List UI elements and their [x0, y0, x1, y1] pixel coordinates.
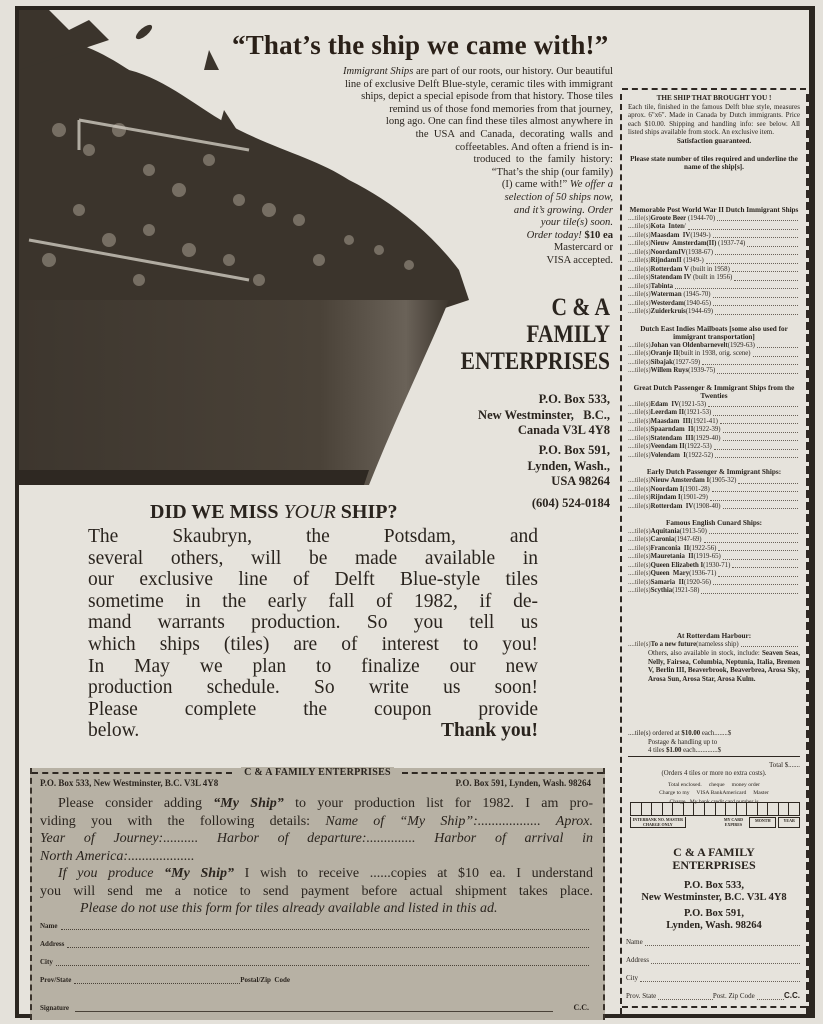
- intro-line: “That’s the ship (our family): [491, 166, 613, 178]
- canada-address: [380, 392, 610, 439]
- order-address-usa: [622, 908, 806, 932]
- intro-line: selection of 50 ships now,: [504, 191, 613, 203]
- body-line: The Skaubryn, the Potsdam, and: [88, 526, 538, 547]
- ship-item[interactable]: ....tile(s) Maasdam IV (1949-): [628, 232, 800, 241]
- ship-item[interactable]: ....tile(s) Edam IV (1921-53): [628, 401, 800, 410]
- body-line: Please complete the coupon provide: [88, 698, 538, 720]
- company-line-2: FAMILY: [526, 321, 610, 348]
- ship-item[interactable]: ....tile(s) Tabinta: [628, 283, 800, 292]
- company-line: ENTERPRISES: [672, 858, 756, 872]
- ship-item[interactable]: ....tile(s) Leerdam II (1921-53): [628, 409, 800, 418]
- cc-mark: C.C.: [573, 1003, 589, 1012]
- ship-item[interactable]: ....tile(s) Rotterdam IV (1908-40): [628, 503, 800, 512]
- ship-item[interactable]: ....tile(s) Nieuw Amsterdam(II) (1937-74): [628, 240, 800, 249]
- body-line: mand warrants production. So you tell us: [88, 612, 538, 634]
- ship-item[interactable]: ....tile(s) Samaria II (1920-56): [628, 579, 800, 588]
- intro-line: coffeetables. And often a friend is in-: [455, 141, 613, 153]
- ship-item[interactable]: ....tile(s) Queen Mary (1936-71): [628, 570, 800, 579]
- card-digit-box[interactable]: [757, 803, 768, 816]
- order-form: [620, 94, 810, 1014]
- order-address-field[interactable]: Address: [626, 952, 800, 964]
- intro-line: troduced to the family history:: [473, 154, 613, 166]
- body-line: our exclusive line of Delft Blue-style tiles: [88, 569, 538, 591]
- title-part: DID WE MISS: [150, 501, 284, 523]
- address-line: Lynden, Wash. 98264: [666, 920, 762, 931]
- ship-item[interactable]: ....tile(s) Maasdam III (1921-41): [628, 418, 800, 427]
- ship-item[interactable]: ....tile(s) Veendam II (1922-53): [628, 443, 800, 452]
- intro-line: the USA and Canada, decorating walls and: [415, 128, 613, 140]
- ship-item[interactable]: ....tile(s) Mauretania II (1919-65): [628, 553, 800, 562]
- coupon-address-field[interactable]: Address: [40, 936, 589, 948]
- card-digit-box[interactable]: [768, 803, 779, 816]
- ship-item[interactable]: ....tile(s) Caronia (1947-69): [628, 536, 800, 545]
- order-instructions: Please state number of tiles required and underline the name of the ship[s].: [630, 154, 798, 172]
- ship-item[interactable]: ....tile(s) NoordamIV (1938-67): [628, 249, 800, 258]
- address-line: P.O. Box 533,: [684, 880, 744, 891]
- postage-tiles: 4 tiles: [648, 747, 665, 754]
- order-city-field[interactable]: City: [626, 970, 800, 982]
- coupon-signature-field[interactable]: Signature C.C.: [40, 1003, 589, 1012]
- ordered-each: each........$: [701, 730, 732, 737]
- ship-item[interactable]: ....tile(s) To a new future (nameless ship): [628, 641, 800, 650]
- card-digit-box[interactable]: [641, 803, 652, 816]
- payment-options[interactable]: Charge to my VISA BankAmericard Master: [659, 790, 769, 796]
- company-line-1: C & A: [551, 294, 610, 321]
- others-list: Seaven Seas, Nelly, Fairsea, Columbia, Neptunia, Italia, Bremen V, Berlin III, Beaverbrook, Beaverbrea, Arosa Sky, Arosa Sun, Arosa Star, Arosa Kulm.: [648, 649, 800, 683]
- card-digit-box[interactable]: [652, 803, 663, 816]
- ship-item[interactable]: ....tile(s) Oranje II (built in 1938, orig. scene): [628, 350, 800, 359]
- total-field[interactable]: Total $.......: [769, 761, 800, 769]
- ship-item[interactable]: ....tile(s) Waterman (1945-70): [628, 291, 800, 300]
- order-name-field[interactable]: Name: [626, 934, 800, 946]
- totals: [628, 730, 800, 806]
- ship-item[interactable]: ....tile(s) Groote Beer (1944-70): [628, 215, 800, 224]
- ship-section: [628, 206, 800, 317]
- card-digit-box[interactable]: [778, 803, 789, 816]
- intro-line: your tile(s) soon.: [540, 217, 613, 229]
- phone-number: (604) 524-0184: [531, 496, 610, 510]
- ship-item[interactable]: ....tile(s) Aquitania (1913-50): [628, 528, 800, 537]
- section-heading: At Rotterdam Harbour:: [676, 632, 752, 640]
- body-line-last: below. Thank you!: [88, 720, 538, 742]
- intro-line: line of exclusive Delft Blue-style, ceramic tiles with immigrant: [344, 78, 613, 90]
- card-digit-box[interactable]: [683, 803, 694, 816]
- section-heading: Dutch East Indies Mailboats [some also used for immigrant transportation]: [640, 324, 788, 342]
- card-number-grid[interactable]: [630, 802, 800, 840]
- intro-line: Immigrant Ships are part of our roots, our history. Our beautiful: [342, 66, 613, 77]
- postage-each: each.............$: [683, 747, 722, 754]
- section-heading: Memorable Post World War II Dutch Immigrant Ships: [629, 206, 799, 214]
- cc-mark: C.C.: [784, 991, 800, 1000]
- coupon-line: viding you with the following details: Name of “My Ship”:.................. Aprox.: [40, 813, 593, 829]
- coupon-line: Year of Journey:.......... Harbor of departure:.............. Harbor of arrival in: [40, 831, 593, 846]
- coupon-city-field[interactable]: City: [40, 954, 589, 966]
- card-digit-box[interactable]: [747, 803, 758, 816]
- miss-body: [88, 526, 538, 742]
- postage-label: Postage & handling up to: [648, 738, 718, 746]
- card-digit-box[interactable]: [704, 803, 715, 816]
- ship-item[interactable]: ....tile(s) Statendam III (1929-40): [628, 435, 800, 444]
- ship-item[interactable]: ....tile(s) Queen Elizabeth I (1930-71): [628, 562, 800, 571]
- usa-address: [380, 443, 610, 490]
- coupon: [30, 768, 605, 1020]
- ship-item[interactable]: ....tile(s) Statendam IV (built in 1956): [628, 274, 800, 283]
- expires-label: MY CARD EXPIRES: [723, 817, 743, 827]
- extra-note: (Orders 4 tiles or more no extra costs).: [661, 770, 767, 777]
- intro-line: ships, depict a special episode from that history. Those tiles: [361, 91, 613, 103]
- ship-item[interactable]: ....tile(s) Zuiderkruis (1944-69): [628, 308, 800, 317]
- coupon-address-canada: P.O. Box 533, New Westminster, B.C. V3L 4Y8: [40, 778, 219, 788]
- section-heading: Early Dutch Passenger & Immigrant Ships:: [646, 468, 782, 477]
- order-company: [622, 846, 806, 872]
- body-line: sometime in the early fall of 1982, if de-: [88, 590, 538, 612]
- address-line: New Westminster, B.C. V3L 4Y8: [641, 892, 787, 903]
- coupon-prov-state-field[interactable]: Prov/State Postal/Zip Code: [40, 976, 290, 984]
- ship-item[interactable]: ....tile(s) Franconia II (1922-56): [628, 545, 800, 554]
- card-digit-box[interactable]: [694, 803, 705, 816]
- interbank-label: INTERBANK NO. MASTER CHARGE ONLY: [630, 817, 686, 828]
- address-line: Canada V3L 4Y8: [517, 423, 610, 437]
- address-line: USA 98264: [551, 474, 610, 488]
- title-part: SHIP?: [335, 501, 398, 523]
- ordered-price: $10.00: [681, 730, 701, 737]
- coupon-title: [32, 767, 603, 778]
- coupon-line: North America:...................: [40, 848, 195, 864]
- body-line: which ships (tiles) are of interest to you!: [88, 633, 538, 655]
- coupon-line: If you produce “My Ship” I wish to receive ......copies at $10 ea. I understand: [58, 866, 594, 881]
- month-box[interactable]: MONTH: [749, 817, 776, 828]
- address-line: Lynden, Wash.,: [527, 458, 610, 473]
- coupon-line: Please do not use this form for tiles already available and listed in this ad.: [80, 901, 498, 916]
- order-description: Each tile, finished in the famous Delft blue style, measures aprox. 6"x6". Made in Canada by Dutch immigrants. Price each $10.00. Shipping and handling info: see below. All listed ships available from stock. An exclusive item.: [628, 102, 800, 137]
- ordered-label: ....tile(s) ordered at: [628, 730, 680, 737]
- intro-line: Mastercard or: [553, 242, 613, 254]
- company-name: [438, 294, 610, 375]
- others-text: Others, also available in stock, include:: [648, 649, 760, 658]
- ship-item[interactable]: ....tile(s) Rotterdam V (built in 1958): [628, 266, 800, 275]
- card-digit-box[interactable]: [662, 803, 673, 816]
- coupon-line: Please consider adding “My Ship” to your production list for 1982. I am pro-: [58, 796, 594, 811]
- address-line: P.O. Box 591,: [538, 443, 610, 457]
- intro-line: long ago. One can find these tiles almost anywhere in: [385, 116, 613, 128]
- intro-line: Order today! $10 ea: [526, 229, 613, 241]
- year-box[interactable]: YEAR: [778, 817, 800, 828]
- ship-item[interactable]: ....tile(s) Sibajak (1927-59): [628, 359, 800, 368]
- order-prov-zip-field[interactable]: Prov. State Post. Zip Code C.C.: [626, 991, 800, 1000]
- body-line: In May we plan to finalize our new: [88, 655, 538, 677]
- ship-section: [628, 468, 800, 511]
- payment-options[interactable]: Total enclosed. cheque money order: [667, 781, 761, 788]
- coupon-text: [40, 795, 593, 918]
- intro-text: [213, 66, 613, 268]
- card-digit-box[interactable]: [673, 803, 684, 816]
- body-line: production schedule. So write us soon!: [88, 677, 538, 699]
- intro-line: remind us of those fond memories from that journey,: [389, 103, 613, 115]
- card-digit-box[interactable]: [726, 803, 737, 816]
- ship-item[interactable]: ....tile(s) Westerdam (1940-65): [628, 300, 800, 309]
- address-line: New Westminster, B.C.,: [478, 407, 610, 422]
- ship-item[interactable]: ....tile(s) Kota Inten /: [628, 223, 800, 232]
- card-digit-box[interactable]: [736, 803, 747, 816]
- card-digit-box[interactable]: [715, 803, 726, 816]
- ship-item[interactable]: ....tile(s) Noordam I (1901-28): [628, 486, 800, 495]
- ship-item[interactable]: ....tile(s) Willem Ruys (1939-75): [628, 367, 800, 376]
- intro-line: VISA accepted.: [546, 254, 613, 266]
- ship-section: [628, 325, 800, 376]
- section-heading: Great Dutch Passenger & Immigrant Ships from the Twenties: [633, 383, 795, 401]
- ship-item[interactable]: ....tile(s) Scythia (1921-58): [628, 587, 800, 596]
- ship-section: [628, 519, 800, 596]
- address-line: P.O. Box 591,: [684, 908, 744, 919]
- ship-item[interactable]: ....tile(s) Johan van Oldenbarnevelt (1929-63): [628, 342, 800, 351]
- address-line: P.O. Box 533,: [538, 392, 610, 406]
- satisfaction-note: Satisfaction guaranteed.: [676, 136, 752, 145]
- rotterdam-section: [628, 632, 800, 683]
- ship-item[interactable]: ....tile(s) Rijndam I (1901-29): [628, 494, 800, 503]
- card-digit-box[interactable]: [631, 803, 642, 816]
- ship-item[interactable]: ....tile(s) RijndamII (1949-): [628, 257, 800, 266]
- section-heading: Famous English Cunard Ships:: [665, 519, 763, 528]
- headline: “That’s the ship we came with!”: [232, 30, 609, 60]
- postage-price: $1.00: [666, 747, 682, 754]
- thank-you: Thank you!: [440, 720, 538, 742]
- coupon-line: you will send me a notice to send payment before actual shipment takes place.: [40, 883, 593, 899]
- ship-section: [628, 384, 800, 461]
- order-title: THE SHIP THAT BROUGHT YOU !: [656, 94, 772, 102]
- order-address-canada: [622, 880, 806, 904]
- coupon-name-field[interactable]: Name: [40, 918, 589, 930]
- company-line: C & A FAMILY: [673, 845, 755, 859]
- ship-item[interactable]: ....tile(s) Nieuw Amsterdam I (1905-32): [628, 477, 800, 486]
- ship-item[interactable]: ....tile(s) Spaarndam II (1922-39): [628, 426, 800, 435]
- card-digit-box[interactable]: [789, 803, 800, 816]
- title-emphasis: YOUR: [283, 501, 336, 523]
- coupon-address-usa: P.O. Box 591, Lynden, Wash. 98264: [455, 778, 591, 788]
- company-line-3: ENTERPRISES: [460, 348, 610, 375]
- coupon-title-text: C & A FAMILY ENTERPRISES: [241, 767, 394, 778]
- ship-item[interactable]: ....tile(s) Volendam I (1922-52): [628, 452, 800, 461]
- intro-line: (I) came with!” We offer a: [501, 179, 613, 191]
- miss-title: [150, 501, 397, 524]
- payment-options[interactable]: Charge My bank credit card number is: [669, 798, 759, 805]
- body-line: several others, will be made available in: [88, 547, 538, 569]
- intro-line: and it’s growing. Order: [513, 204, 613, 216]
